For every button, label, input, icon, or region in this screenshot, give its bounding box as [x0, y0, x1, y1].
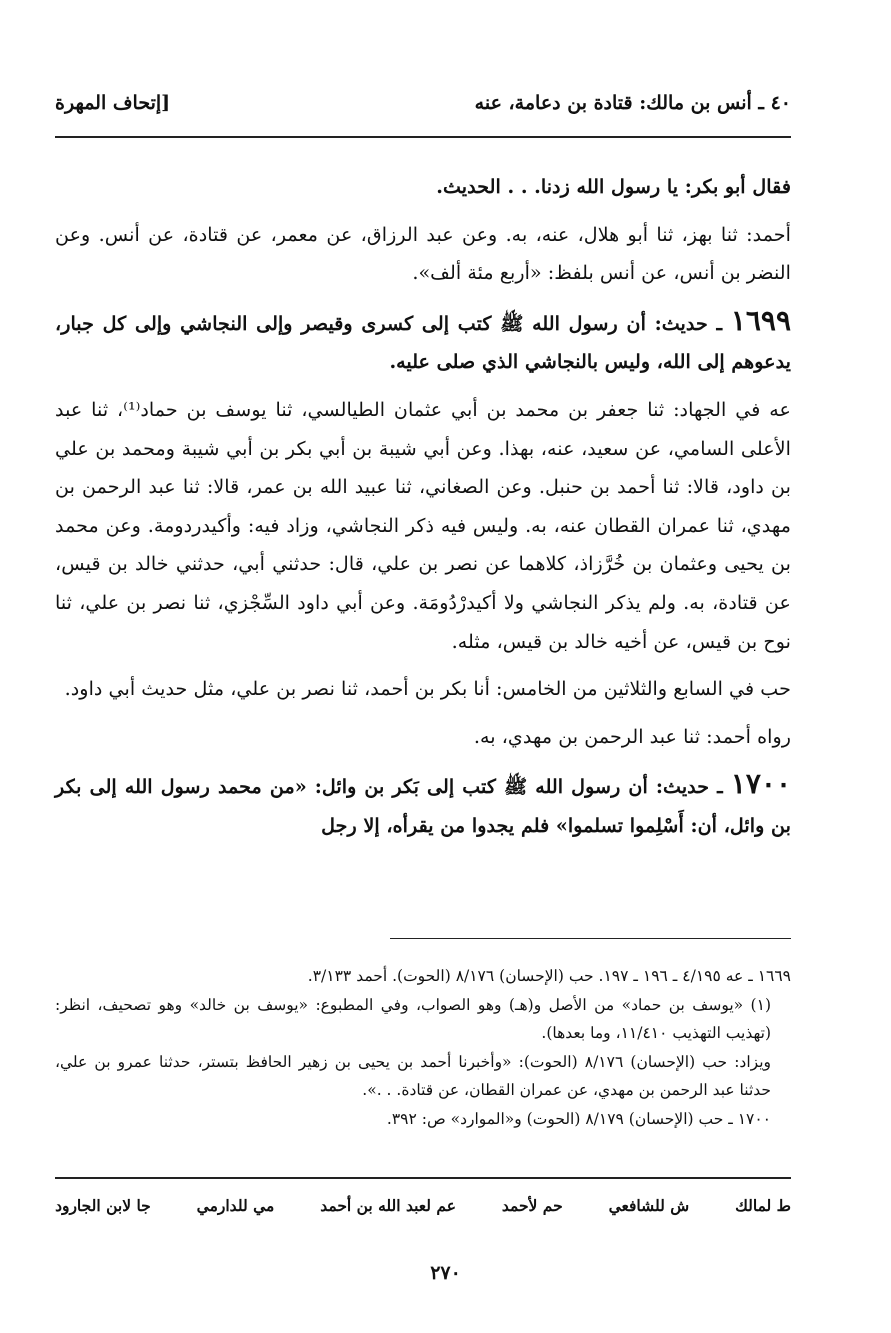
abbrev-item: حم لأحمد	[501, 1196, 563, 1215]
abbrev-item: ش للشافعي	[608, 1196, 690, 1215]
book-title: [إتحاف المهرة	[55, 92, 171, 114]
footnote: ويزاد: حب (الإحسان) ٨/١٧٦ (الحوت): «وأخبرنا أحمد بن يحيى بن زهير الحافظ بتستر، حدثنا عمرو بن علي، حدثنا عبد الرحمن بن مهدي، عن عمران القطان، عن قتادة. . .».	[55, 1052, 771, 1099]
section-title: ٤٠ ـ أنس بن مالك: قتادة بن دعامة، عنه	[474, 92, 791, 114]
abbreviation-key	[55, 1196, 791, 1215]
hadith-1699	[55, 302, 791, 382]
paragraph: رواه أحمد: ثنا عبد الرحمن بن مهدي، به.	[473, 724, 791, 748]
paragraph: فقال أبو بكر: يا رسول الله زدنا. . . الحديث.	[436, 175, 791, 198]
paragraph: حب في السابع والثلاثين من الخامس: أنا بكر بن أحمد، ثنا نصر بن علي، مثل حديث أبي داود.	[64, 677, 791, 701]
hadith-1700	[55, 765, 791, 845]
hadith-number: ١٦٩٩	[730, 303, 791, 337]
hadith-text: ـ حديث: أن رسول الله ﷺ كتب إلى بَكر بن وائل: «من محمد رسول الله إلى بكر بن وائل، أن: أَسْلِموا تسلموا» فلم يجدوا من يقرأه، إلا رجل	[55, 775, 791, 837]
header-rule	[55, 136, 791, 138]
abbrev-item: عم لعبد الله بن أحمد	[320, 1196, 456, 1215]
hadith-text: ـ حديث: أن رسول الله ﷺ كتب إلى كسرى وقيصر وإلى النجاشي وإلى كل جبار، يدعوهم إلى الله، وليس بالنجاشي الذي صلى عليه.	[55, 311, 791, 374]
page-header	[55, 86, 791, 120]
page-number: ٢٧٠	[430, 1262, 461, 1284]
abbrev-item: جا لابن الجارود	[55, 1196, 151, 1215]
footnotes	[55, 962, 791, 1133]
footnote: (١) «يوسف بن حماد» من الأصل و(هـ) وهو الصواب، وفي المطبوع: «يوسف بن خالد» وهو تصحيف، انظر: (تهذيب التهذيب ١١/٤١٠، وما بعدها).	[55, 995, 771, 1042]
abbrev-rule	[55, 1177, 791, 1179]
main-text	[55, 168, 791, 855]
paragraph: عه في الجهاد: ثنا جعفر بن محمد بن أبي عثمان الطيالسي، ثنا يوسف بن حماد⁽¹⁾، ثنا عبد الأعلى السامي، عن سعيد، عنه، بهذا. وعن أبي شيبة بن أبي بكر بن أبي شيبة ومحمد بن علي بن داود، قالا: ثنا أحمد بن حنبل. وعن الصغاني، ثنا عبيد الله بن عمر، قالا: ثنا عبد الرحمن بن مهدي، ثنا عمران القطان عنه، به. وليس فيه ذكر النجاشي، وزاد فيه: وأكيدردومة. وعن محمد بن يحيى وعثمان بن خُرَّزاذ، كلاهما عن نصر بن علي، قال: حدثني أبي، حدثني خالد بن قيس، عن قتادة، به. ولم يذكر النجاشي ولا أكيدرْدُومَة. وعن أبي داود السِّجْزي، ثنا نصر بن علي، ثنا نوح بن قيس، عن أخيه خالد بن قيس، مثله.	[55, 397, 792, 653]
hadith-number: ١٧٠٠	[730, 767, 791, 801]
abbrev-item: مي للدارمي	[196, 1196, 275, 1215]
footnote: ١٦٦٩ ـ عه ٤/١٩٥ ـ ١٩٦ ـ ١٩٧. حب (الإحسان) ٨/١٧٦ (الحوت). أحمد ٣/١٣٣.	[307, 967, 791, 985]
footnote-rule	[390, 938, 791, 939]
footnote: ١٧٠٠ ـ حب (الإحسان) ٨/١٧٩ (الحوت) و«الموارد» ص: ٣٩٢.	[386, 1109, 771, 1128]
abbrev-item: ط لمالك	[735, 1196, 791, 1215]
paragraph: أحمد: ثنا بهز، ثنا أبو هلال، عنه، به. وعن عبد الرزاق، عن معمر، عن قتادة، عن أنس. وعن النضر بن أنس، عن أنس بلفظ: «أربع مئة ألف».	[55, 222, 791, 285]
